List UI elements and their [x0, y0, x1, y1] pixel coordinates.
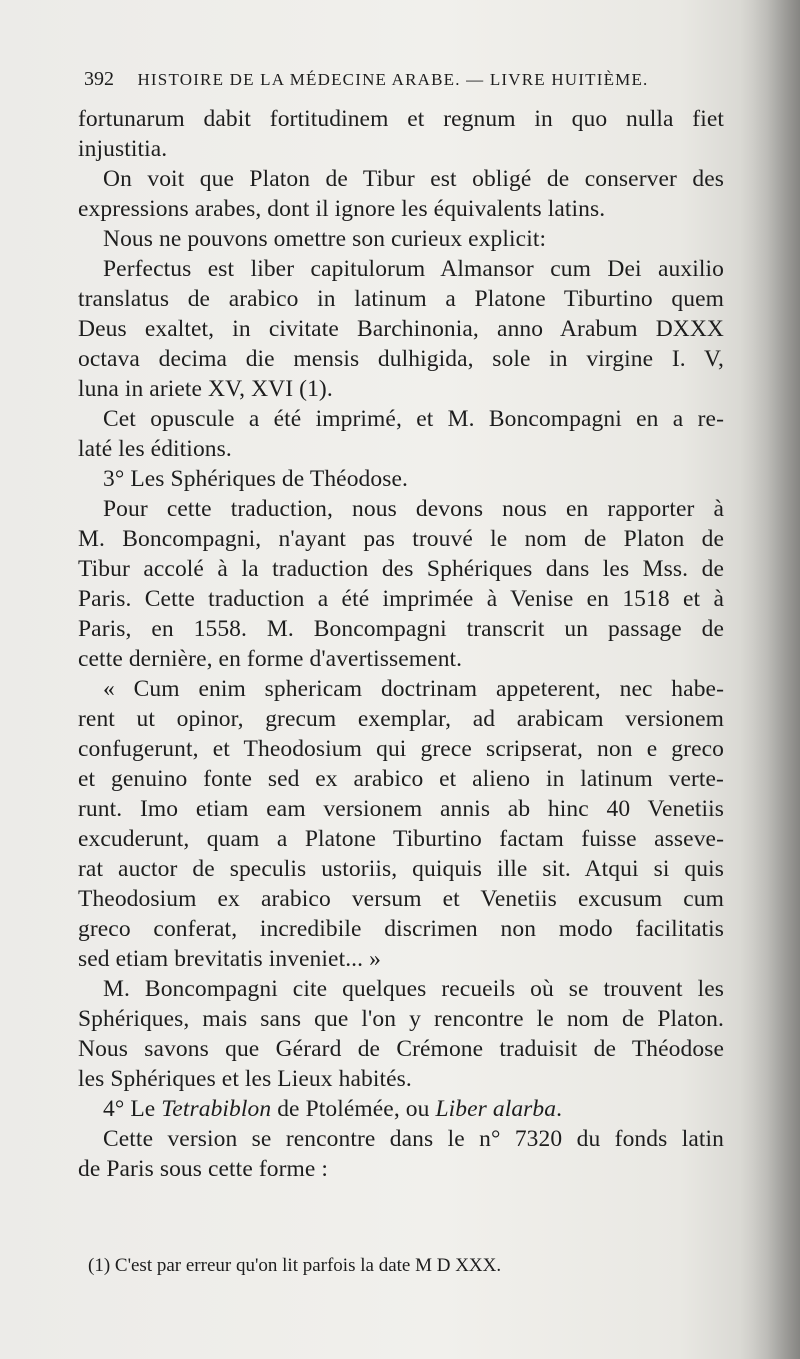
text-line: translatus de arabico in latinum a Platone Tiburtino quem — [78, 286, 724, 312]
text-line: Cette version se rencontre dans le n° 7320 du fonds latin — [103, 1126, 724, 1152]
text-line: laté les éditions. — [78, 436, 232, 462]
running-head — [84, 68, 734, 98]
text-line: 3° Les Sphériques de Théodose. — [103, 466, 408, 492]
text-line: rent ut opinor, grecum exemplar, ad arabicam versionem — [78, 706, 724, 732]
text-line: Tibur accolé à la traduction des Sphériques dans les Mss. de — [78, 556, 724, 582]
text-line: excuderunt, quam a Platone Tiburtino factam fuisse asseve- — [78, 826, 724, 852]
page-number: 392 — [84, 68, 114, 90]
text-line: fortunarum dabit fortitudinem et regnum in quo nulla fiet — [78, 106, 724, 132]
text-line: greco conferat, incredibile discrimen non modo facilitatis — [78, 916, 724, 942]
text-line: les Sphériques et les Lieux habités. — [78, 1066, 412, 1092]
text-line: Paris, en 1558. M. Boncompagni transcrit un passage de — [78, 616, 724, 642]
running-title: HISTOIRE DE LA MÉDECINE ARABE. — LIVRE HUITIÈME. — [137, 70, 649, 89]
closing-paragraph — [78, 1124, 724, 1184]
text-line: sed etiam brevitatis inveniet... » — [78, 946, 381, 972]
footnote: (1) C'est par erreur qu'on lit parfois la date M D XXX. — [88, 1255, 502, 1276]
item4-middle: de Ptolémée, ou — [271, 1096, 436, 1122]
item4-prefix: 4° Le — [103, 1096, 162, 1122]
text-line: M. Boncompagni, n'ayant pas trouvé le nom de Platon de — [78, 526, 724, 552]
text-line: Perfectus est liber capitulorum Almansor cum Dei auxilio — [103, 256, 724, 282]
item4-suffix: . — [556, 1096, 563, 1122]
text-line: confugerunt, et Theodosium qui grece scripserat, non e greco — [78, 736, 724, 762]
text-line: et genuino fonte sed ex arabico et alieno in latinum verte- — [78, 766, 724, 792]
text-line: M. Boncompagni cite quelques recueils où se trouvent les — [103, 976, 724, 1002]
body-text — [78, 104, 724, 1184]
text-line: de Paris sous cette forme : — [78, 1156, 329, 1182]
text-line: rat auctor de speculis ustoriis, quiquis ille sit. Atqui si quis — [78, 856, 724, 882]
text-line: Sphériques, mais sans que l'on y rencontre le nom de Platon. — [78, 1006, 724, 1032]
text-line: Theodosium ex arabico versum et Venetiis excusum cum — [78, 886, 724, 912]
main-paragraphs — [78, 104, 724, 1094]
page-gutter-shadow — [740, 0, 800, 1359]
text-line: Cet opuscule a été imprimé, et M. Boncompagni en a re- — [103, 406, 724, 432]
text-line: expressions arabes, dont il ignore les équivalents latins. — [78, 196, 606, 222]
text-line: cette dernière, en forme d'avertissement. — [78, 646, 463, 672]
text-line: Deus exaltet, in civitate Barchinonia, anno Arabum DXXX — [78, 316, 724, 342]
text-line: octava decima die mensis dulhigida, sole in virgine I. V, — [78, 346, 724, 372]
text-line: injustitia. — [78, 136, 168, 162]
text-line: luna in ariete XV, XVI (1). — [78, 376, 333, 402]
text-line: runt. Imo etiam eam versionem annis ab hinc 40 Venetiis — [78, 796, 724, 822]
text-line: Paris. Cette traduction a été imprimée à Venise en 1518 et à — [78, 586, 724, 612]
text-line: Nous ne pouvons omettre son curieux explicit: — [103, 226, 547, 252]
item4-alt-title: Liber alarba — [435, 1096, 557, 1122]
text-line: « Cum enim sphericam doctrinam appeterent, nec habe- — [103, 676, 724, 702]
text-line: Pour cette traduction, nous devons nous en rapporter à — [103, 496, 724, 522]
text-line: Nous savons que Gérard de Crémone traduisit de Théodose — [78, 1036, 724, 1062]
item4-line — [78, 1094, 724, 1124]
text-line: On voit que Platon de Tibur est obligé de conserver des — [103, 166, 724, 192]
item4-title: Tetrabiblon — [161, 1096, 272, 1122]
